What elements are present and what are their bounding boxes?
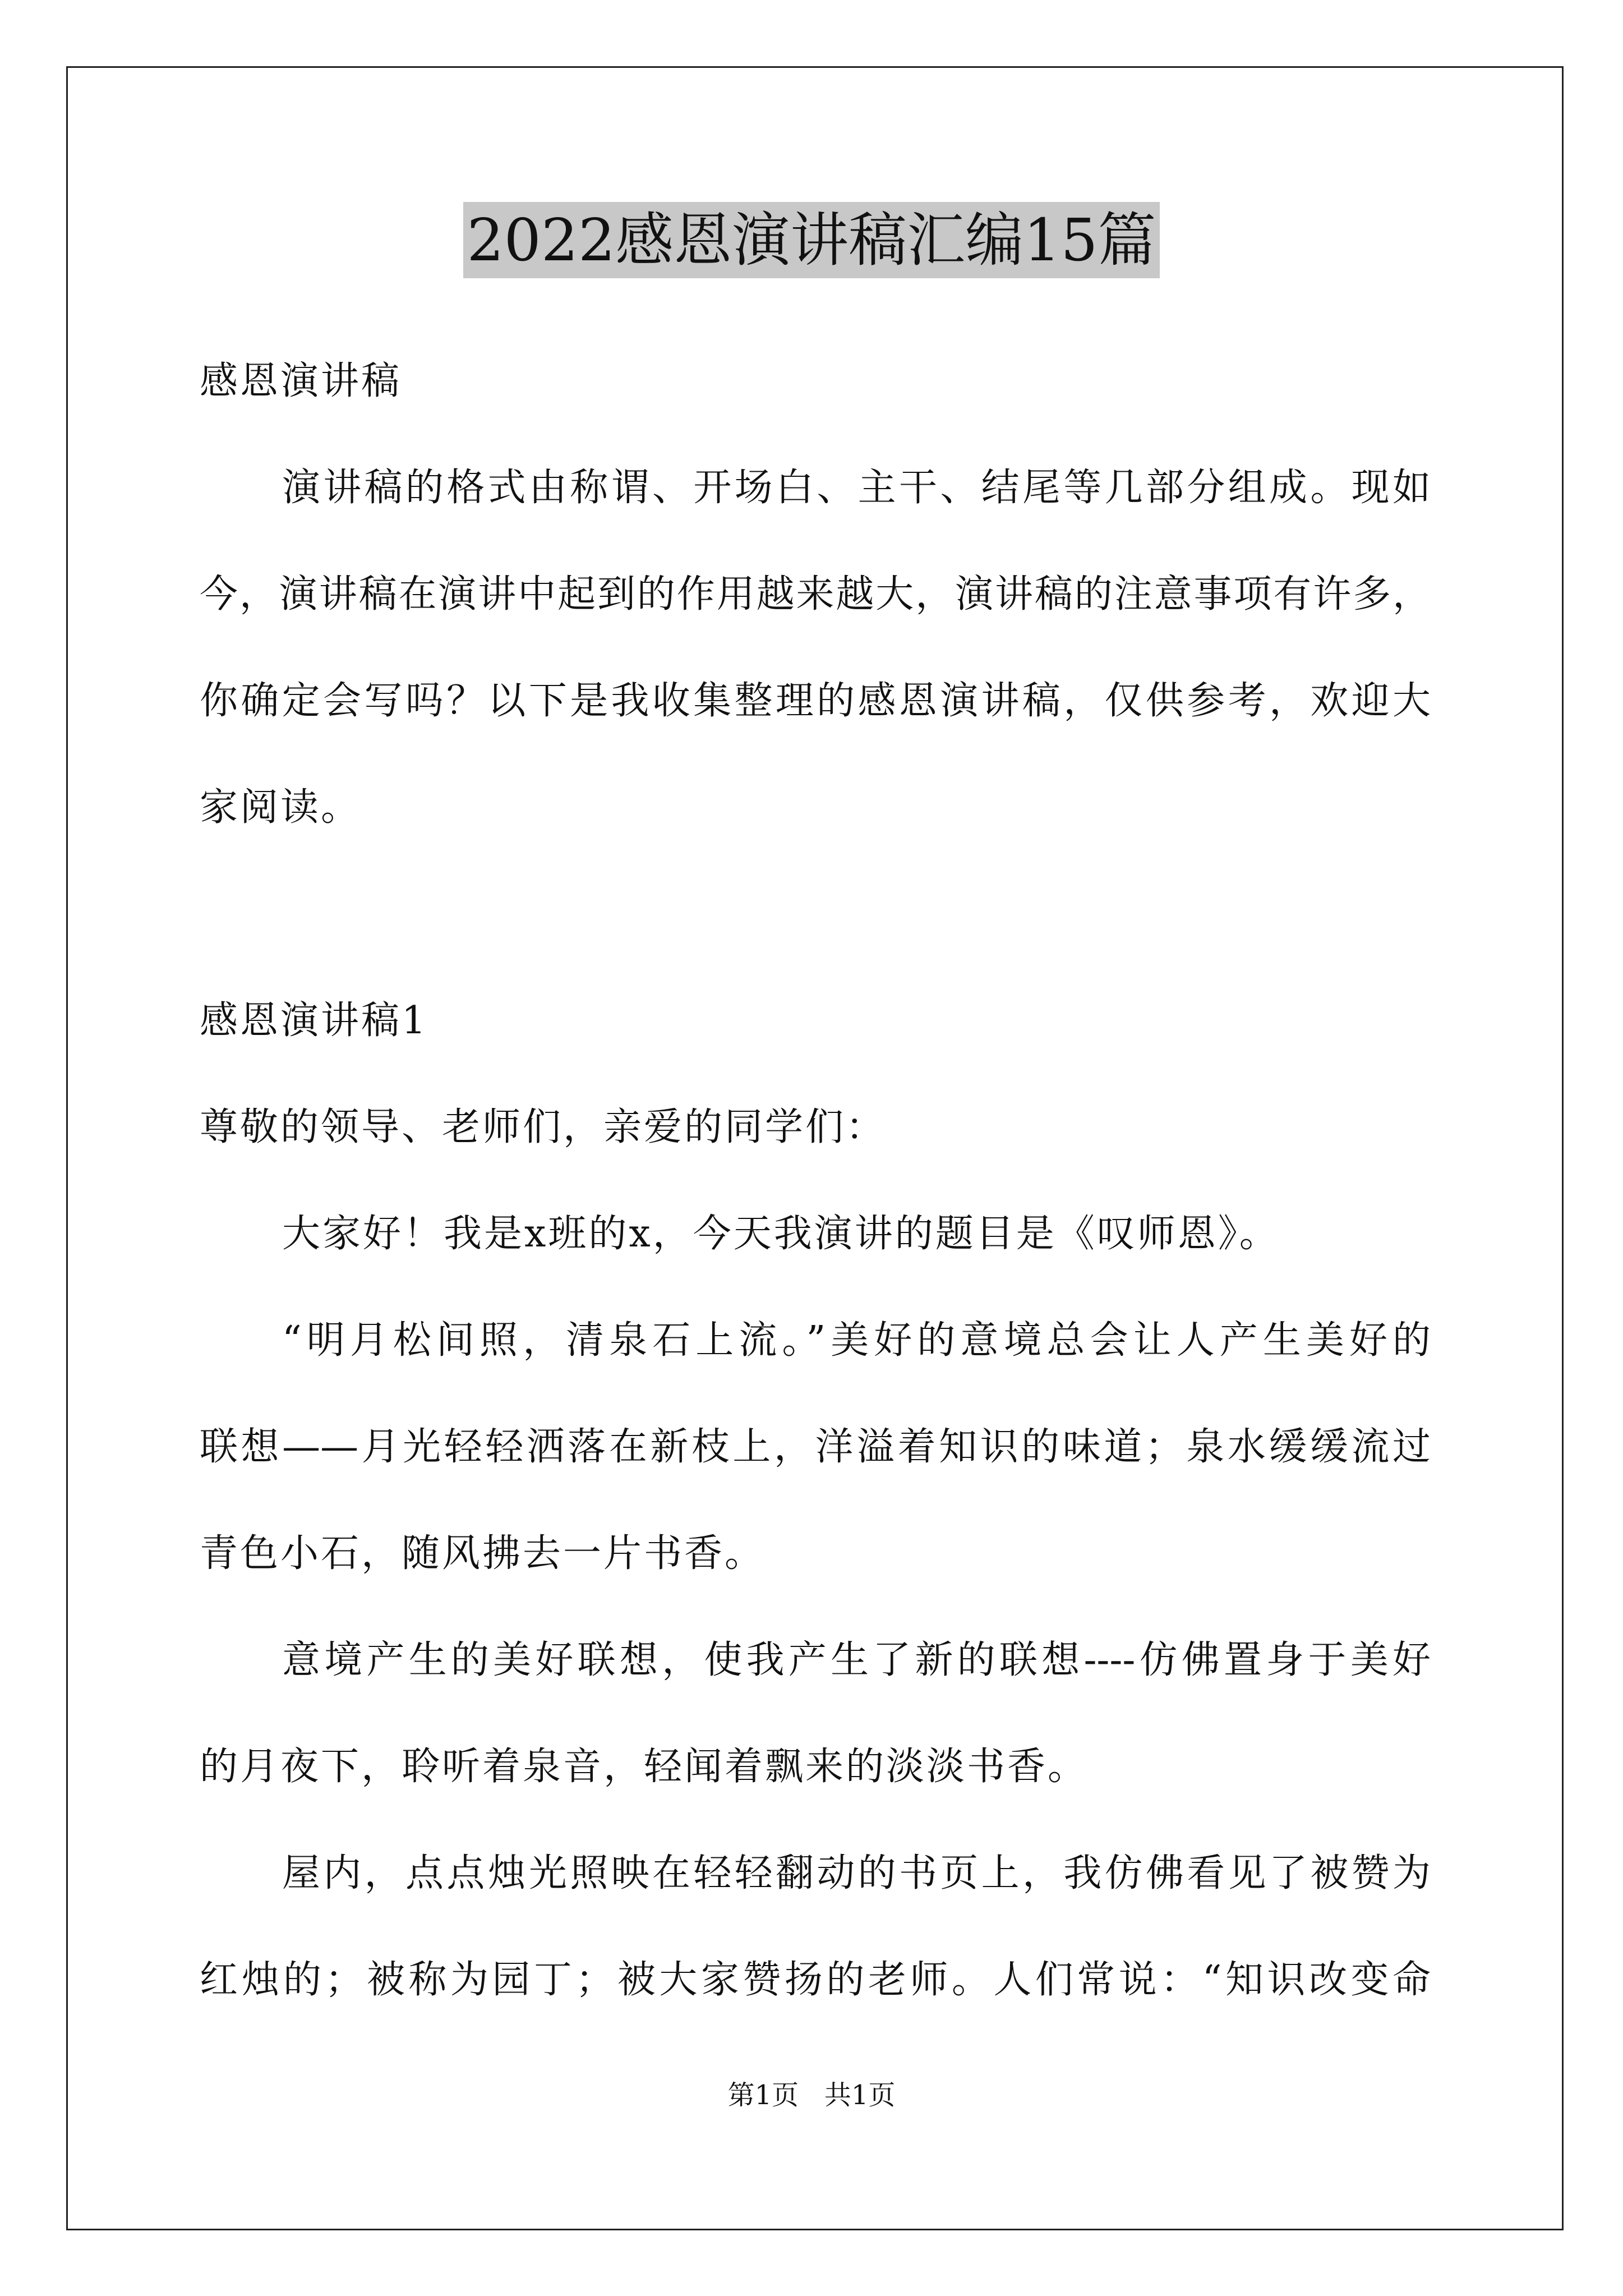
- paragraph-line: 演讲稿的格式由称谓、开场白、主干、结尾等几部分组成。现如: [282, 466, 1431, 510]
- salutation-line: 尊敬的领导、老师们，亲爱的同学们：: [200, 1105, 887, 1149]
- section-heading: 感恩演讲稿: [200, 359, 402, 403]
- paragraph-line: 大家好！我是x班的x，今天我演讲的题目是《叹师恩》。: [282, 1212, 1280, 1256]
- page-footer: 第1页 共1页: [727, 2079, 896, 2111]
- paragraph-line: 红烛的；被称为园丁；被大家赞扬的老师。人们常说：“知识改变命: [200, 1958, 1431, 2002]
- paragraph-line: 联想——月光轻轻洒落在新枝上，洋溢着知识的味道；泉水缓缓流过: [200, 1425, 1431, 1469]
- paragraph-line: 的月夜下，聆听着泉音，轻闻着飘来的淡淡书香。: [200, 1745, 1089, 1789]
- paragraph-line: 你确定会写吗？以下是我收集整理的感恩演讲稿，仅供参考，欢迎大: [200, 679, 1431, 723]
- paragraph-line: 屋内，点点烛光照映在轻轻翻动的书页上，我仿佛看见了被赞为: [282, 1851, 1431, 1895]
- section-heading: 感恩演讲稿1: [200, 999, 428, 1043]
- paragraph-line: 今，演讲稿在演讲中起到的作用越来越大，演讲稿的注意事项有许多，: [200, 572, 1431, 616]
- paragraph-line: “明月松间照，清泉石上流。”美好的意境总会让人产生美好的: [282, 1318, 1431, 1363]
- paragraph-line: 青色小石，随风拂去一片书香。: [200, 1531, 766, 1576]
- paragraph-line: 家阅读。: [200, 785, 362, 830]
- document-title: 2022感恩演讲稿汇编15篇: [463, 202, 1159, 278]
- paragraph-line: 意境产生的美好联想，使我产生了新的联想----仿佛置身于美好: [282, 1638, 1431, 1682]
- title-wrap: [0, 202, 1623, 278]
